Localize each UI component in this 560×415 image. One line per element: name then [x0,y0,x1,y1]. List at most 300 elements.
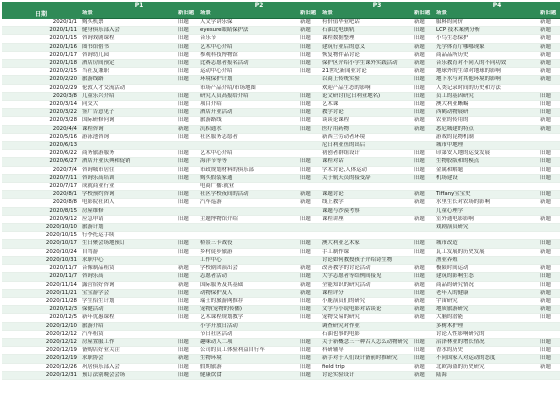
scene-cell[interactable]: field trip [320,363,412,371]
scene-cell[interactable]: 员工的基因研究 [434,92,538,100]
new-old-cell[interactable]: 旧题 [298,51,320,59]
new-old-cell[interactable]: 新题 [538,363,560,371]
new-old-cell[interactable] [412,322,434,330]
date-cell[interactable]: 2020/2/29 [2,84,80,92]
scene-cell[interactable]: 汽车巡游 [198,199,298,207]
new-old-cell[interactable]: 新题 [412,51,434,59]
scene-cell[interactable]: 戏剧演员研究 [434,224,538,232]
scene-cell[interactable]: 求职中心 [80,256,176,264]
scene-cell[interactable]: 讨论实验设计 [320,371,412,379]
new-old-cell[interactable]: 旧题 [176,273,198,281]
date-cell[interactable]: 2020/1/16 [2,43,80,51]
new-old-cell[interactable]: 旧题 [298,68,320,76]
date-cell[interactable]: 2020/7/4 [2,166,80,174]
new-old-cell[interactable]: 新题 [412,125,434,133]
scene-cell[interactable]: 石油北电镇轨 [320,27,412,35]
new-old-cell[interactable]: 旧题 [412,248,434,256]
new-old-cell[interactable]: 旧题 [298,363,320,371]
scene-cell[interactable]: 欢迎产品生态的影响 [320,84,412,92]
date-cell[interactable]: 2020/6/13 [2,142,80,150]
new-old-column-header[interactable]: 新旧题 [412,10,434,19]
new-old-cell[interactable]: 旧题 [298,125,320,133]
scene-cell[interactable]: 巩居俱乐部入会 [80,363,176,371]
scene-cell[interactable]: 有价值毕业吧话 [320,19,412,27]
new-old-cell[interactable]: 旧题 [412,338,434,346]
date-cell[interactable]: 2020/1/15 [2,35,80,43]
new-old-cell[interactable]: 新题 [412,43,434,51]
new-old-cell[interactable] [298,142,320,150]
new-old-cell[interactable]: 旧题 [176,215,198,223]
scene-cell[interactable]: 课程讲座 [320,215,412,223]
new-old-cell[interactable]: 新题 [412,19,434,27]
new-old-cell[interactable]: 旧题 [176,133,198,141]
scene-cell[interactable]: 服料的同价 [434,19,538,27]
new-old-cell[interactable]: 旧题 [176,338,198,346]
new-old-cell[interactable]: 旧题 [176,27,198,35]
date-cell[interactable]: 2020/8/1 [2,191,80,199]
new-old-cell[interactable]: 旧题 [412,158,434,166]
scene-cell[interactable]: 咨询城市居住 [80,166,176,174]
date-cell[interactable]: 2020/10/15 [2,232,80,240]
new-old-cell[interactable]: 旧题 [298,371,320,379]
new-old-cell[interactable] [176,142,198,150]
new-old-cell[interactable]: 新题 [538,43,560,51]
scene-cell[interactable]: 预订法别晚会会场 [80,371,176,379]
new-old-cell[interactable]: 旧题 [538,347,560,355]
scene-cell[interactable]: 研究人员高报给介绍 [198,92,298,100]
date-cell[interactable]: 2020/11/28 [2,297,80,305]
scene-cell[interactable]: 购买机票 [80,19,176,27]
new-old-cell[interactable] [538,371,560,379]
new-old-cell[interactable]: 旧题 [298,297,320,305]
scene-cell[interactable]: 艺术中心介绍 [198,150,298,158]
new-old-cell[interactable]: 旧题 [298,248,320,256]
scene-cell[interactable]: 金属和解题 [434,166,538,174]
new-old-cell[interactable]: 旧题 [412,347,434,355]
new-old-cell[interactable]: 旧题 [538,109,560,117]
new-old-cell[interactable] [538,224,560,232]
scene-cell[interactable]: 澳大利亚艺术家 [320,240,412,248]
scene-cell[interactable] [434,183,538,191]
new-old-cell[interactable]: 旧题 [538,314,560,322]
scene-cell[interactable]: 新年优惠课程 [80,314,176,322]
scene-cell[interactable]: 保健活动 [80,306,176,314]
date-cell[interactable]: 2020/6/27 [2,158,80,166]
new-old-cell[interactable]: 旧题 [412,289,434,297]
new-old-cell[interactable]: 旧题 [176,60,198,68]
scene-cell[interactable]: 当社友兼职 [80,68,176,76]
new-old-cell[interactable]: 旧题 [412,240,434,248]
scene-cell[interactable] [320,232,412,240]
scene-cell[interactable]: 儿童乐兴介绍 [80,92,176,100]
new-old-cell[interactable]: 新题 [538,51,560,59]
scene-cell[interactable]: 人类记录时间的历史和方法 [434,84,538,92]
new-old-cell[interactable]: 旧题 [538,92,560,100]
scene-cell[interactable]: 购买假装家通 [198,174,298,182]
scene-cell[interactable] [198,142,298,150]
new-old-cell[interactable] [298,133,320,141]
new-old-cell[interactable]: 旧题 [412,76,434,84]
scene-cell[interactable]: 市政规划材料的俱乐部 [198,166,298,174]
scene-cell[interactable]: 谈谈论课程 [320,117,412,125]
scene-cell[interactable]: 小鹿演员们的研究 [320,297,412,305]
new-old-cell[interactable]: 旧题 [538,174,560,182]
scene-cell[interactable] [320,224,412,232]
new-old-cell[interactable] [176,330,198,338]
date-cell[interactable]: 2020/1/1 [2,19,80,27]
date-cell[interactable]: 2020/11/14 [2,281,80,289]
scene-cell[interactable]: 酒店开业活动 [198,109,298,117]
new-old-cell[interactable] [298,224,320,232]
new-old-cell[interactable]: 旧题 [412,27,434,35]
scene-cell[interactable]: 机场建设 [434,174,538,182]
scene-cell[interactable]: 备购店好业关注 [80,347,176,355]
new-old-cell[interactable] [538,256,560,264]
scene-cell[interactable]: 石油也事的电影 [320,330,412,338]
scene-cell[interactable]: 健康饮食 [198,371,298,379]
scene-cell[interactable]: 农业的传用的 [434,117,538,125]
new-old-cell[interactable]: 旧题 [412,166,434,174]
scene-cell[interactable]: 旅游介绍 [80,322,176,330]
scene-cell[interactable]: 行李托运手续 [80,232,176,240]
new-old-cell[interactable]: 旧题 [538,158,560,166]
new-old-cell[interactable]: 旧题 [412,174,434,182]
new-old-cell[interactable]: 旧题 [176,306,198,314]
new-old-cell[interactable]: 旧题 [298,60,320,68]
scene-cell[interactable]: 大学志愿者等结例间接见 [320,273,412,281]
date-cell[interactable]: 2020/3/14 [2,101,80,109]
date-cell[interactable]: 2020/12/19 [2,355,80,363]
date-cell[interactable]: 2020/12/12 [2,330,80,338]
scene-cell[interactable]: 初创者群组设计 [320,150,412,158]
new-old-cell[interactable]: 旧题 [298,166,320,174]
new-old-cell[interactable]: 新题 [412,191,434,199]
scene-cell[interactable]: 地球外的生命对地球的影响 [434,68,538,76]
scene-cell[interactable] [198,224,298,232]
scene-cell[interactable]: 水里生长对农场的影响 [434,199,538,207]
scene-cell[interactable]: 海洋节等等 [198,158,298,166]
scene-cell[interactable]: 沼泽林业的增长情况 [434,338,538,346]
date-cell[interactable]: 2020/11/7 [2,265,80,273]
new-old-cell[interactable]: 旧题 [412,109,434,117]
new-old-cell[interactable] [176,232,198,240]
new-old-cell[interactable] [176,207,198,215]
new-old-cell[interactable]: 新题 [412,371,434,379]
new-old-cell[interactable]: 新题 [412,314,434,322]
new-old-cell[interactable]: 旧题 [176,363,198,371]
scene-cell[interactable]: 多树木护理 [434,322,538,330]
scene-cell[interactable]: 国际研修问询 [80,117,176,125]
new-old-cell[interactable]: 新题 [538,248,560,256]
scene-cell[interactable]: 21世纪新闻业讨论 [320,68,412,76]
new-old-cell[interactable]: 旧题 [298,158,320,166]
new-old-cell[interactable]: 新题 [538,306,560,314]
scene-cell[interactable]: 香水的历史 [434,347,538,355]
scene-cell[interactable]: 伦敦人才交流活动 [80,84,176,92]
new-old-cell[interactable]: 新题 [538,117,560,125]
new-old-cell[interactable] [176,224,198,232]
new-old-cell[interactable]: 新题 [176,281,198,289]
date-cell[interactable]: 2020/12/3 [2,306,80,314]
new-old-cell[interactable]: 新题 [412,215,434,223]
scene-cell[interactable]: 西鹤动物展研 [434,109,538,117]
scene-cell[interactable]: 室外通电影影响 [434,215,538,223]
scene-cell[interactable]: 汽车租赁 [80,330,176,338]
new-old-cell[interactable]: 旧题 [298,35,320,43]
new-old-cell[interactable]: 新题 [538,76,560,84]
new-old-cell[interactable] [298,232,320,240]
new-old-cell[interactable]: 新题 [412,265,434,273]
scene-cell[interactable]: 社区服务志愿者 [198,133,298,141]
group-header-p4[interactable]: P4 [434,2,560,10]
new-old-cell[interactable]: 新题 [412,60,434,68]
new-old-cell[interactable] [412,142,434,150]
new-old-cell[interactable] [538,183,560,191]
scene-cell[interactable]: 同交大 [80,101,176,109]
scene-cell[interactable]: 健身俱乐部入会 [80,27,176,35]
new-old-cell[interactable]: 旧题 [176,297,198,305]
new-old-cell[interactable]: 旧题 [538,240,560,248]
scene-cell[interactable]: 桥景三卡战役 [198,240,298,248]
new-old-cell[interactable]: 旧题 [538,166,560,174]
new-old-cell[interactable]: 旧题 [176,101,198,109]
scene-cell[interactable]: 瓦工发展的历史发展 [434,248,538,256]
scene-cell[interactable]: 新西兰劳动者环境 [320,133,412,141]
date-cell[interactable]: 2020/2/15 [2,68,80,76]
new-old-cell[interactable]: 旧题 [176,191,198,199]
scene-cell[interactable]: 电影院社团人 [80,199,176,207]
new-old-cell[interactable]: 旧题 [176,109,198,117]
scene-cell[interactable]: 露营宿好咨询 [80,281,176,289]
scene-cell[interactable]: 小鸟生态保护 [434,35,538,43]
new-old-cell[interactable]: 旧题 [538,101,560,109]
scene-cell[interactable] [80,142,176,150]
new-old-cell[interactable]: 新题 [538,35,560,43]
new-old-cell[interactable]: 旧题 [412,273,434,281]
new-old-cell[interactable] [412,232,434,240]
scene-cell[interactable]: 应急申请 [80,215,176,223]
date-cell[interactable]: 2020/2/20 [2,76,80,84]
scene-cell[interactable]: 地下水与对其他环境的影响 [434,76,538,84]
new-old-cell[interactable]: 旧题 [412,92,434,100]
new-old-cell[interactable]: 新题 [176,355,198,363]
date-cell[interactable]: 2020/10/24 [2,248,80,256]
scene-cell[interactable]: 比赛志愿者报名活动 [198,60,298,68]
scene-cell[interactable]: 宇宙研究 [434,297,538,305]
scene-cell[interactable]: 地质旅游研究 [434,306,538,314]
scene-cell[interactable]: 渔业养殖 [434,256,538,264]
new-old-cell[interactable]: 旧题 [298,355,320,363]
scene-cell[interactable]: 商务旅游服务 [80,150,176,158]
scene-cell[interactable]: LCP 技术案例分析 [434,27,538,35]
new-old-cell[interactable] [538,207,560,215]
new-old-cell[interactable]: 旧题 [176,117,198,125]
new-old-cell[interactable] [538,330,560,338]
scene-cell[interactable]: 游泳池咨询 [80,133,176,141]
new-old-cell[interactable]: 旧题 [176,166,198,174]
scene-cell[interactable]: 教学讨论 [320,109,412,117]
scene-cell[interactable]: 咨询戏剧课程 [80,35,176,43]
scene-cell[interactable]: 建筑的影响生态 [434,273,538,281]
scene-cell[interactable]: 乡村徒步旅游 [198,248,298,256]
new-old-cell[interactable]: 新题 [538,265,560,273]
new-old-column-header[interactable]: 新旧题 [298,10,320,19]
scene-cell[interactable]: 音像制品租赁 [80,265,176,273]
scene-cell[interactable]: 学术讨论,人体运动 [320,166,412,174]
scene-cell[interactable]: 人文学讲乐保 [198,19,298,27]
new-old-cell[interactable]: 旧题 [538,355,560,363]
new-old-cell[interactable]: 新题 [538,215,560,223]
scene-cell[interactable]: 生物胶版和的模点 [434,158,538,166]
scene-cell[interactable]: 生日聚会场地预订 [80,240,176,248]
scene-cell[interactable]: 学生招生计划 [80,297,176,305]
scene-cell[interactable]: 工作中心 [198,256,298,264]
scene-cell[interactable]: 儿童心理学 [434,207,538,215]
new-old-cell[interactable]: 新题 [538,68,560,76]
new-old-cell[interactable] [298,84,320,92]
new-old-cell[interactable]: 旧题 [176,158,198,166]
scene-cell[interactable]: 艺术课程规划教学 [198,314,298,322]
new-old-cell[interactable]: 旧题 [412,150,434,158]
scene-cell[interactable]: 宠物(宠物的传播) [198,306,298,314]
new-old-cell[interactable] [538,322,560,330]
scene-cell[interactable]: 音乐教育对不同人的不同功效 [434,60,538,68]
scene-cell[interactable]: 科研辅导 [320,347,412,355]
scene-cell[interactable]: 印第安人地的运变发展 [434,150,538,158]
scene-cell[interactable]: 不同国家人对运动的态度 [434,355,538,363]
scene-cell[interactable]: 动物保护及人 [198,289,298,297]
new-old-cell[interactable]: 旧题 [298,117,320,125]
date-cell[interactable]: 2020/12/12 [2,338,80,346]
scene-cell[interactable]: 成就商业行业 [80,183,176,191]
scene-cell[interactable] [320,183,412,191]
new-old-cell[interactable]: 旧题 [412,101,434,109]
scene-cell[interactable]: 新手对于人们设计备前时推研究 [320,355,412,363]
new-old-cell[interactable] [298,256,320,264]
date-cell[interactable]: 2020/10/31 [2,256,80,264]
new-old-cell[interactable] [298,330,320,338]
new-old-cell[interactable]: 新题 [412,68,434,76]
scene-column-header[interactable]: 场景 [434,10,538,19]
new-old-cell[interactable] [412,183,434,191]
scene-cell[interactable]: eyesure眼睛保护法 [198,27,298,35]
scene-cell[interactable]: 商品品所历史 [434,51,538,59]
group-header-p2[interactable]: P2 [198,2,320,10]
date-cell[interactable]: 2020/11/21 [2,289,80,297]
new-old-cell[interactable] [538,142,560,150]
new-old-cell[interactable]: 旧题 [176,76,198,84]
new-old-cell[interactable]: 旧题 [298,314,320,322]
scene-cell[interactable]: 关于新概念三一种古人怎么动物研究 [320,338,412,346]
scene-cell[interactable]: 学校预约咨询 [80,191,176,199]
new-old-cell[interactable]: 旧题 [176,347,198,355]
scene-cell[interactable]: 课题与沙漠考察 [320,207,412,215]
date-cell[interactable]: 2020/1/11 [2,27,80,35]
date-cell[interactable]: 2020/7/11 [2,174,80,182]
scene-cell[interactable]: 市场产品介绍/市场地图 [198,84,298,92]
new-old-cell[interactable] [538,232,560,240]
scene-cell[interactable]: 沉积通水 [198,125,298,133]
new-old-cell[interactable]: 新题 [176,125,198,133]
scene-cell[interactable]: 瑞士的旅游网推荐 [198,297,298,305]
date-cell[interactable]: 2020/1/18 [2,60,80,68]
new-old-cell[interactable] [298,76,320,84]
date-cell[interactable]: 2020/10/17 [2,240,80,248]
new-old-cell[interactable]: 新题 [538,297,560,305]
new-old-cell[interactable]: 新题 [298,19,320,27]
scene-cell[interactable]: 学校剧团演出会 [198,265,298,273]
scene-column-header[interactable]: 场景 [80,10,176,19]
new-old-cell[interactable]: 旧题 [176,43,198,51]
scene-cell[interactable]: 讨论如何教授孩子介绍诗生物 [320,256,412,264]
date-cell[interactable]: 2020/8/8 [2,199,80,207]
new-old-cell[interactable]: 旧题 [298,347,320,355]
scene-column-header[interactable]: 场景 [198,10,298,19]
new-old-cell[interactable]: 新题 [298,199,320,207]
new-old-cell[interactable] [298,150,320,158]
new-old-cell[interactable] [176,84,198,92]
date-cell[interactable]: 2020/8/15 [2,207,80,215]
scene-cell[interactable]: 澳大利亚蜥蜴 [434,101,538,109]
new-old-cell[interactable]: 新题 [538,27,560,35]
new-old-cell[interactable]: 旧题 [176,289,198,297]
scene-cell[interactable]: 音乐节 [198,35,298,43]
scene-cell[interactable]: 签广告意见子 [80,109,176,117]
new-old-cell[interactable]: 新题 [412,117,434,125]
new-old-cell[interactable]: 旧题 [298,43,320,51]
scene-cell[interactable]: 图书馆借书 [80,43,176,51]
new-old-cell[interactable]: 新题 [298,265,320,273]
new-old-cell[interactable] [298,183,320,191]
scene-cell[interactable]: 课程对话 [320,158,412,166]
scene-cell[interactable]: 节日社区活动 [198,330,298,338]
new-old-cell[interactable] [538,84,560,92]
scene-cell[interactable]: 全能知识的研究活动 [320,281,412,289]
new-old-cell[interactable]: 旧题 [176,248,198,256]
scene-cell[interactable] [198,232,298,240]
date-cell[interactable]: 2020/5/16 [2,133,80,141]
scene-cell[interactable]: 咨询乐高培训 [80,174,176,182]
date-cell[interactable]: 2020/4/4 [2,125,80,133]
scene-cell[interactable]: 旅游计划 [80,224,176,232]
group-header-p3[interactable]: P3 [320,2,434,10]
new-old-cell[interactable] [298,207,320,215]
new-old-cell[interactable] [412,330,434,338]
new-old-cell[interactable]: 旧题 [176,314,198,322]
scene-cell[interactable]: 参观科技博物馆 [198,51,298,59]
new-old-cell[interactable]: 旧题 [298,92,320,100]
date-cell[interactable]: 2020/7/17 [2,183,80,191]
new-old-cell[interactable]: 旧题 [176,35,198,43]
new-old-cell[interactable]: 旧题 [176,240,198,248]
new-old-cell[interactable]: 旧题 [298,174,320,182]
scene-cell[interactable]: 关于航天员的接受辞 [320,174,412,182]
scene-cell[interactable]: 假期旅游 [198,363,298,371]
scene-cell[interactable]: 尼日利亚鱼的出后 [320,142,412,150]
scene-cell[interactable]: 国际服务及其基础 [198,281,298,289]
date-cell[interactable]: 2020/12/31 [2,371,80,379]
new-old-cell[interactable]: 旧题 [298,101,320,109]
scene-cell[interactable]: 课程评分 [320,289,412,297]
new-old-cell[interactable]: 新题 [412,199,434,207]
date-column-header[interactable]: 日期 [2,2,80,19]
new-old-cell[interactable]: 旧题 [298,338,320,346]
group-header-p1[interactable]: P1 [80,2,198,10]
new-old-cell[interactable]: 旧题 [538,281,560,289]
date-cell[interactable]: 2020/12/10 [2,322,80,330]
scene-cell[interactable]: 北欧海盗的历史研究 [434,363,538,371]
new-old-cell[interactable]: 新题 [412,306,434,314]
